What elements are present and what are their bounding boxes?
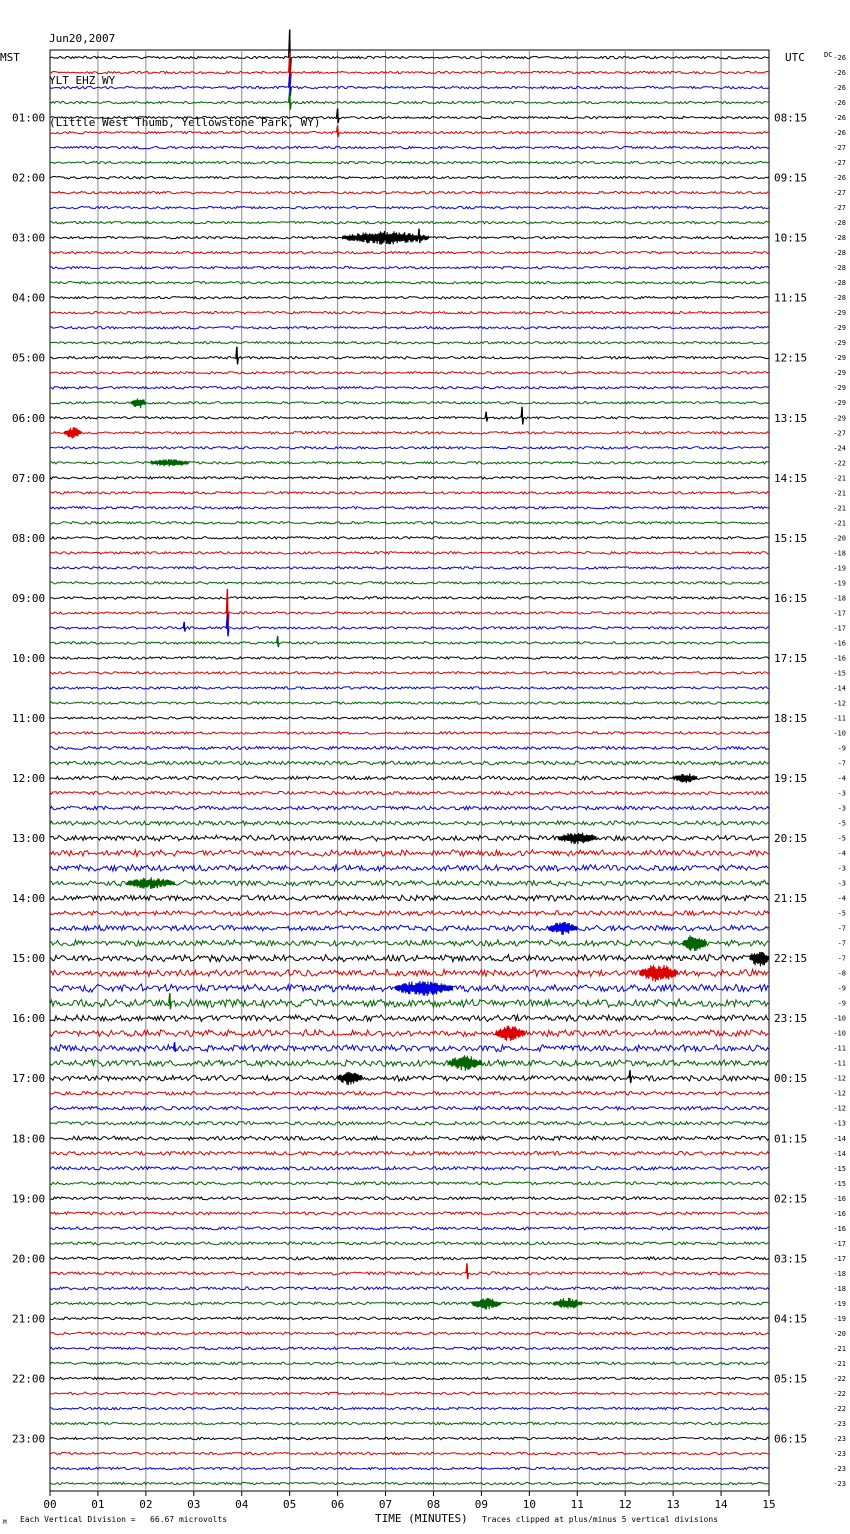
seismic-trace	[50, 1392, 769, 1394]
dc-offset-label: -28	[833, 249, 846, 258]
seismic-trace	[50, 642, 769, 644]
mst-hour-label: 23:00	[12, 1432, 46, 1446]
seismic-trace	[50, 101, 769, 103]
seismic-trace	[50, 1075, 769, 1081]
dc-offset-label: -22	[833, 459, 846, 468]
dc-offset-label: -18	[833, 1284, 846, 1293]
seismic-trace	[50, 865, 769, 871]
event-burst	[448, 1055, 482, 1071]
utc-hour-label: 13:15	[774, 411, 808, 425]
seismic-trace	[50, 402, 769, 404]
dc-offset-label: -3	[837, 789, 846, 798]
dc-offset-label: -21	[833, 1359, 846, 1368]
event-burst	[496, 1026, 525, 1041]
seismic-trace	[50, 732, 769, 734]
utc-hour-label: 21:15	[774, 892, 808, 906]
dc-offset-label: -23	[833, 1435, 846, 1443]
event-spike	[277, 636, 279, 647]
clip-note: Traces clipped at plus/minus 5 vertical divisions	[482, 1515, 719, 1524]
seismic-trace	[50, 176, 769, 178]
seismic-trace	[50, 161, 769, 163]
mst-hour-label: 05:00	[12, 351, 46, 365]
utc-hour-label: 12:15	[774, 351, 808, 365]
dc-offset-label: -16	[833, 1209, 846, 1218]
seismic-trace	[50, 266, 769, 268]
mst-hour-label: 06:00	[12, 411, 46, 425]
utc-hour-label: 08:15	[774, 111, 808, 125]
seismic-trace	[50, 1060, 769, 1067]
dc-offset-label: -16	[833, 654, 846, 663]
seismic-trace	[50, 1242, 769, 1245]
utc-hour-label: 11:15	[774, 291, 808, 305]
seismic-trace	[50, 1212, 769, 1215]
seismic-trace	[50, 206, 769, 208]
seismic-trace	[50, 131, 769, 133]
mst-hour-label: 04:00	[12, 291, 46, 305]
event-spike	[183, 622, 185, 632]
mst-hour-label: 16:00	[12, 1012, 46, 1026]
event-burst	[338, 1072, 362, 1085]
seismic-trace	[50, 925, 769, 931]
scale-note: Each Vertical Division = 66.67 microvolts	[20, 1515, 228, 1524]
utc-hour-label: 18:15	[774, 712, 808, 725]
dc-offset-label: -10	[833, 729, 846, 738]
dc-offset-label: -29	[833, 309, 846, 318]
seismic-trace	[50, 86, 769, 88]
dc-offset-label: -9	[837, 999, 846, 1008]
seismic-trace	[50, 687, 769, 689]
dc-offset-label: -28	[833, 264, 846, 273]
dc-offset-label: -12	[833, 1104, 846, 1113]
event-spike	[337, 126, 339, 137]
seismic-trace	[50, 1332, 769, 1335]
seismic-trace	[50, 940, 769, 946]
seismic-trace	[50, 792, 769, 795]
dc-offset-label: -10	[833, 1029, 846, 1038]
seismic-trace	[50, 612, 769, 614]
mst-hour-label: 18:00	[12, 1132, 46, 1146]
dc-offset-label: -21	[833, 504, 846, 513]
dc-offset-label: -9	[837, 984, 846, 993]
dc-offset-label: -16	[833, 1194, 846, 1203]
dc-offset-label: -20	[833, 534, 846, 543]
dc-offset-label: -12	[833, 699, 846, 708]
dc-offset-label: -11	[833, 1044, 846, 1053]
dc-offset-label: -7	[837, 924, 846, 933]
dc-offset-label: -19	[833, 564, 846, 573]
event-group	[64, 30, 769, 1310]
seismic-trace	[50, 627, 769, 629]
mst-hour-label: 21:00	[12, 1312, 46, 1326]
dc-offset-label: -5	[837, 834, 846, 843]
dc-offset-label: -9	[837, 744, 846, 753]
x-axis-title: TIME (MINUTES)	[375, 1512, 468, 1525]
dc-offset-label: -21	[833, 474, 846, 483]
utc-hour-label: 23:15	[774, 1012, 808, 1026]
utc-hour-label: 04:15	[774, 1312, 808, 1326]
dc-offset-label: -27	[833, 429, 846, 438]
x-tick-label: 12	[618, 1498, 632, 1511]
dc-offset-label: -3	[837, 804, 846, 813]
seismic-trace	[50, 1030, 769, 1037]
utc-hour-label: 14:15	[774, 471, 808, 485]
seismic-trace	[50, 1045, 769, 1052]
seismic-trace	[50, 342, 769, 344]
seismic-trace	[50, 999, 769, 1007]
mst-hour-label: 15:00	[12, 952, 46, 966]
dc-offset-label: -29	[833, 354, 846, 363]
dc-offset-label: -29	[833, 339, 846, 348]
utc-hour-label: 05:15	[774, 1372, 808, 1386]
event-burst	[132, 398, 146, 408]
seismic-trace	[50, 1452, 769, 1454]
seismic-trace	[50, 582, 769, 584]
mst-hour-label: 20:00	[12, 1252, 46, 1266]
event-spike	[485, 412, 487, 422]
utc-label: UTC	[785, 51, 805, 64]
seismic-trace	[50, 672, 769, 674]
seismic-trace	[50, 492, 769, 494]
dc-offset-label: -19	[833, 579, 846, 588]
dc-offset-label: -7	[837, 759, 846, 768]
dc-offset-label: -26	[833, 54, 846, 62]
dc-offset-label: -22	[833, 1389, 846, 1398]
station-location: (Little West Thumb, Yellowstone Park, WY)	[49, 116, 321, 129]
utc-hour-label: 09:15	[774, 171, 808, 185]
seismic-trace	[50, 282, 769, 284]
seismic-trace	[50, 146, 769, 148]
dc-offset-label: -23	[833, 1450, 846, 1458]
mst-hour-label: 10:00	[12, 651, 46, 665]
seismic-trace	[50, 1467, 769, 1469]
utc-hour-labels	[774, 112, 807, 1446]
mst-hour-label: 22:00	[12, 1372, 46, 1386]
dc-offset-labels	[833, 54, 846, 1488]
seismic-trace	[50, 297, 769, 299]
dc-offset-label: -15	[833, 1164, 846, 1173]
seismic-trace	[50, 1272, 769, 1275]
seismic-trace	[50, 1152, 769, 1156]
dc-offset-label: -19	[833, 1314, 846, 1323]
seismic-trace	[50, 116, 769, 118]
x-tick-label: 09	[474, 1498, 489, 1511]
seismic-trace	[50, 432, 769, 434]
utc-hour-label: 06:15	[774, 1432, 808, 1446]
event-burst	[558, 833, 596, 844]
event-burst	[549, 922, 578, 935]
seismic-trace	[50, 821, 769, 825]
x-tick-label: 05	[283, 1498, 297, 1511]
event-burst	[750, 952, 769, 966]
dc-offset-label: -29	[833, 414, 846, 423]
seismic-trace	[50, 1197, 769, 1200]
event-spike	[629, 1070, 631, 1083]
seismic-trace	[50, 776, 769, 780]
dc-offset-label: -7	[837, 954, 846, 963]
mst-hour-label: 07:00	[12, 471, 46, 485]
x-tick-label: 07	[378, 1498, 393, 1511]
mst-hour-label: 08:00	[12, 531, 46, 545]
x-tick-label: 11	[570, 1498, 584, 1511]
seismic-trace	[50, 1091, 769, 1095]
dc-offset-label: -23	[833, 1419, 846, 1428]
seismic-trace	[50, 447, 769, 449]
seismic-trace	[50, 387, 769, 389]
x-tick-label: 06	[330, 1498, 345, 1511]
mst-hour-label: 13:00	[12, 832, 46, 845]
dc-offset-label: -3	[837, 879, 846, 888]
seismic-trace	[50, 1227, 769, 1230]
dc-offset-label: -4	[837, 774, 846, 783]
dc-offset-label: -27	[833, 144, 846, 153]
seismic-trace	[50, 1422, 769, 1424]
seismic-trace	[50, 221, 769, 223]
seismic-trace	[50, 191, 769, 193]
event-spike	[169, 993, 171, 1009]
dc-offset-label: -14	[833, 1134, 846, 1143]
seismic-trace	[50, 835, 769, 841]
x-tick-label: 15	[762, 1498, 776, 1511]
seismic-trace	[50, 850, 769, 856]
dc-offset-label: -12	[833, 1074, 846, 1083]
mst-hour-label: 11:00	[12, 712, 46, 725]
event-burst	[127, 877, 175, 889]
dc-offset-label: -26	[833, 84, 846, 92]
seismic-trace	[50, 417, 769, 419]
trace-group	[50, 56, 769, 1484]
seismic-trace	[50, 746, 769, 749]
utc-hour-label: 20:15	[774, 832, 808, 845]
chart-date: Jun20,2007	[49, 32, 116, 45]
seismic-trace	[50, 597, 769, 599]
x-tick-label: 02	[139, 1498, 153, 1511]
dc-offset-label: -14	[833, 684, 846, 693]
utc-hour-label: 22:15	[774, 952, 808, 966]
utc-hour-label: 19:15	[774, 772, 808, 785]
seismic-trace	[50, 895, 769, 901]
dc-offset-label: -18	[833, 594, 846, 603]
dc-offset-label: -12	[833, 1089, 846, 1098]
seismic-trace	[50, 717, 769, 719]
dc-offset-label: -7	[837, 939, 846, 948]
seismic-trace	[50, 1302, 769, 1305]
dc-offset-label: -11	[833, 714, 846, 723]
mst-hour-label: 09:00	[12, 591, 46, 605]
seismic-trace	[50, 911, 769, 916]
station-name: YLT EHZ WY	[49, 74, 116, 87]
dc-offset-label: -15	[833, 669, 846, 678]
seismic-trace	[50, 955, 769, 962]
seismic-trace	[50, 477, 769, 479]
dc-offset-label: -16	[833, 1224, 846, 1233]
seismic-trace	[50, 1257, 769, 1260]
utc-hour-label: 00:15	[774, 1072, 808, 1086]
dc-offset-label: -29	[833, 324, 846, 333]
dc-offset-label: -26	[833, 129, 846, 138]
mst-label: MST	[0, 51, 20, 64]
seismic-trace	[50, 806, 769, 810]
utc-hour-label: 15:15	[774, 531, 808, 545]
seismic-trace	[50, 1317, 769, 1320]
dc-offset-label: -14	[833, 1149, 846, 1158]
utc-hour-label: 02:15	[774, 1192, 808, 1206]
dc-offset-label: -19	[833, 1299, 846, 1308]
utc-hour-label: 03:15	[774, 1252, 808, 1266]
dc-offset-label: -27	[833, 189, 846, 198]
dc-offset-label: -22	[833, 1404, 846, 1413]
dc-offset-label: -17	[833, 1239, 846, 1248]
event-burst	[673, 774, 697, 783]
seismic-trace	[50, 1407, 769, 1409]
seismic-trace	[50, 1167, 769, 1170]
dc-label: DC	[824, 51, 833, 59]
dc-offset-label: -21	[833, 489, 846, 498]
seismic-trace	[50, 761, 769, 765]
dc-offset-label: -13	[833, 1119, 846, 1128]
seismic-trace	[50, 1122, 769, 1125]
x-axis-ticks	[43, 1491, 775, 1511]
x-tick-label: 00	[43, 1498, 57, 1511]
seismic-trace	[50, 251, 769, 253]
dc-offset-label: -27	[833, 204, 846, 213]
seismic-trace	[50, 657, 769, 659]
event-spike	[236, 347, 238, 365]
mst-hour-labels	[12, 112, 45, 1446]
x-tick-label: 10	[522, 1498, 536, 1511]
seismic-trace	[50, 1347, 769, 1350]
seismic-trace	[50, 1182, 769, 1185]
mst-hour-label: 17:00	[12, 1072, 46, 1086]
dc-offset-label: -17	[833, 624, 846, 633]
seismic-trace	[50, 1437, 769, 1439]
seismic-trace	[50, 56, 769, 58]
x-tick-label: 04	[235, 1498, 249, 1511]
x-tick-label: 08	[426, 1498, 441, 1511]
x-tick-label: 14	[714, 1498, 728, 1511]
event-burst	[472, 1298, 501, 1309]
seismic-trace	[50, 1362, 769, 1365]
mst-hour-label: 02:00	[12, 171, 46, 185]
dc-offset-label: -26	[833, 69, 846, 77]
mst-hour-label: 03:00	[12, 231, 46, 245]
event-burst	[553, 1298, 582, 1309]
dc-offset-label: -29	[833, 369, 846, 378]
seismic-trace	[50, 1287, 769, 1290]
corner-mark: M	[3, 1519, 7, 1526]
seismic-trace	[50, 552, 769, 554]
x-tick-label: 01	[91, 1498, 105, 1511]
dc-offset-label: -4	[837, 849, 846, 858]
seismic-trace	[50, 71, 769, 73]
mst-hour-label: 12:00	[12, 772, 46, 785]
dc-offset-label: -26	[833, 114, 846, 122]
x-tick-label: 13	[666, 1498, 680, 1511]
dc-offset-label: -18	[833, 549, 846, 558]
seismic-trace	[50, 357, 769, 359]
seismic-trace	[50, 537, 769, 539]
seismic-trace	[50, 1377, 769, 1379]
dc-offset-label: -26	[833, 174, 846, 183]
mst-hour-label: 19:00	[12, 1192, 46, 1206]
dc-offset-label: -29	[833, 384, 846, 393]
seismic-trace	[50, 1136, 769, 1140]
event-burst	[151, 459, 189, 466]
dc-offset-label: -27	[833, 159, 846, 168]
mst-hour-label: 14:00	[12, 892, 46, 906]
dc-offset-label: -28	[833, 234, 846, 243]
event-spike	[521, 407, 523, 425]
dc-offset-label: -5	[837, 909, 846, 918]
dc-offset-label: -26	[833, 99, 846, 107]
utc-hour-label: 01:15	[774, 1132, 808, 1146]
dc-offset-label: -29	[833, 399, 846, 408]
dc-offset-label: -4	[837, 894, 846, 903]
seismic-trace	[50, 1015, 769, 1021]
x-tick-label: 03	[187, 1498, 201, 1511]
dc-offset-label: -20	[833, 1329, 846, 1338]
seismic-trace	[50, 312, 769, 314]
event-burst	[64, 427, 81, 438]
dc-offset-label: -16	[833, 639, 846, 648]
seismic-trace	[50, 522, 769, 524]
seismic-trace	[50, 1106, 769, 1110]
event-burst	[640, 965, 678, 982]
dc-offset-label: -22	[833, 1374, 846, 1383]
dc-offset-label: -28	[833, 294, 846, 303]
seismic-trace	[50, 507, 769, 509]
dc-offset-label: -23	[833, 1465, 846, 1473]
dc-offset-label: -17	[833, 609, 846, 618]
dc-offset-label: -11	[833, 1059, 846, 1068]
dc-offset-label: -28	[833, 279, 846, 288]
event-spike	[466, 1263, 468, 1279]
dc-offset-label: -8	[837, 969, 846, 978]
dc-offset-label: -5	[837, 819, 846, 828]
dc-offset-label: -15	[833, 1179, 846, 1188]
dc-offset-label: -18	[833, 1269, 846, 1278]
dc-offset-label: -24	[833, 444, 846, 453]
dc-offset-label: -10	[833, 1014, 846, 1023]
dc-offset-label: -3	[837, 864, 846, 873]
seismic-trace	[50, 702, 769, 704]
utc-hour-label: 17:15	[774, 651, 808, 665]
seismic-trace	[50, 372, 769, 374]
dc-offset-label: -21	[833, 519, 846, 528]
seismic-trace	[50, 327, 769, 329]
utc-hour-label: 16:15	[774, 591, 808, 605]
utc-hour-label: 10:15	[774, 231, 808, 245]
seismic-trace	[50, 1482, 769, 1484]
seismic-trace	[50, 567, 769, 569]
event-burst	[683, 935, 707, 951]
mst-hour-label: 01:00	[12, 111, 46, 125]
dc-offset-label: -28	[833, 219, 846, 228]
dc-offset-label: -21	[833, 1344, 846, 1353]
event-spike	[337, 109, 339, 123]
dc-offset-label: -17	[833, 1254, 846, 1263]
dc-offset-label: -23	[833, 1480, 846, 1488]
